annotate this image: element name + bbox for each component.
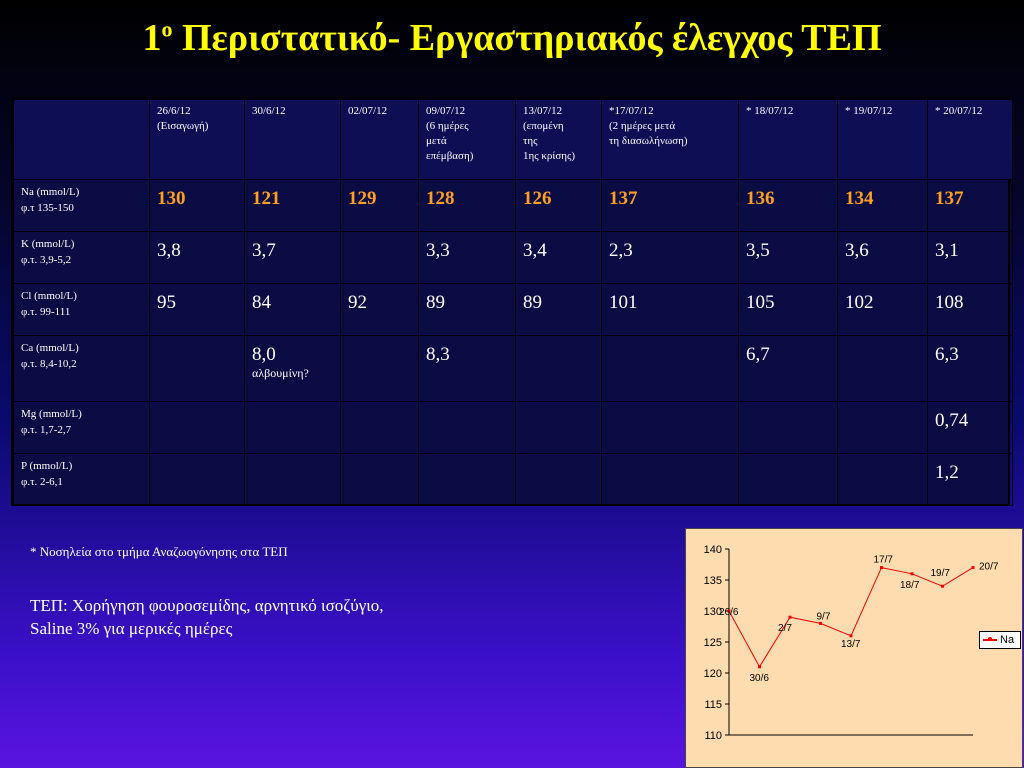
header-text: (επομένη	[523, 120, 564, 132]
value-text: 3,3	[426, 240, 450, 261]
data-point	[789, 616, 792, 619]
value-cell	[245, 454, 341, 506]
value-cell	[602, 454, 739, 506]
legend-label: Na	[1000, 634, 1015, 646]
row-label-text: Cl (mmol/L)	[21, 290, 77, 302]
na-line-chart	[685, 528, 1023, 768]
value-cell	[245, 180, 341, 232]
value-cell	[245, 336, 341, 402]
slide-title	[0, 16, 1024, 60]
row-label-text: φ.τ. 8,4-10,2	[21, 358, 77, 370]
header-text: 09/07/12	[426, 105, 466, 117]
value-cell	[739, 180, 838, 232]
y-tick-label: 140	[703, 544, 722, 556]
treatment-note	[30, 594, 384, 640]
value-cell	[341, 402, 419, 454]
value-text: 2,3	[609, 240, 633, 261]
point-label: 19/7	[930, 568, 950, 580]
value-cell	[516, 232, 602, 284]
value-cell	[516, 284, 602, 336]
series-line-na	[729, 568, 973, 667]
value-text: 121	[252, 188, 281, 209]
header-text: *17/07/12	[609, 105, 654, 117]
point-label: 30/6	[749, 672, 769, 684]
point-label: 18/7	[900, 579, 920, 591]
data-point	[758, 665, 761, 668]
value-text: 136	[746, 188, 775, 209]
value-cell	[419, 402, 516, 454]
table-header-cell	[838, 100, 928, 180]
value-cell	[419, 336, 516, 402]
row-label-text: K (mmol/L)	[21, 238, 75, 250]
value-text: 8,0	[252, 344, 276, 365]
value-text: 129	[348, 188, 377, 209]
header-text: * 18/07/12	[746, 105, 794, 117]
value-cell	[150, 232, 245, 284]
header-text: 13/07/12	[523, 105, 563, 117]
value-cell	[838, 454, 928, 506]
value-text: 84	[252, 292, 271, 313]
table-header-cell	[150, 100, 245, 180]
table-row	[14, 336, 1013, 402]
row-label-cell	[14, 232, 150, 284]
data-point	[941, 585, 944, 588]
header-text: (6 ημέρες	[426, 120, 469, 132]
value-cell	[419, 454, 516, 506]
table-header-cell	[739, 100, 838, 180]
value-cell	[928, 454, 1013, 506]
footnote: * Νοσηλεία στο τμήμα Αναζωογόνησης στα ΤΕΠ	[30, 544, 288, 559]
value-text: 3,4	[523, 240, 547, 261]
value-cell	[341, 232, 419, 284]
header-text: 02/07/12	[348, 105, 388, 117]
point-label: 20/7	[979, 561, 999, 573]
header-text: 1ης κρίσης)	[523, 150, 576, 162]
value-cell	[602, 180, 739, 232]
data-point	[972, 566, 975, 569]
header-text: (2 ημέρες μετά	[609, 120, 676, 132]
point-label: 26/6	[719, 607, 739, 618]
value-cell	[516, 402, 602, 454]
table-header-cell	[516, 100, 602, 180]
value-text: 89	[523, 292, 542, 313]
value-cell	[419, 180, 516, 232]
value-text: 89	[426, 292, 445, 313]
row-label-text: Mg (mmol/L)	[21, 408, 82, 420]
value-cell	[341, 336, 419, 402]
row-label-text: φ.τ. 3,9-5,2	[21, 254, 72, 266]
value-text: 3,7	[252, 240, 276, 261]
value-cell	[419, 284, 516, 336]
value-text: 0,74	[935, 410, 969, 431]
value-cell	[838, 232, 928, 284]
y-tick-label: 125	[703, 637, 722, 649]
table-row	[14, 232, 1013, 284]
value-cell	[245, 284, 341, 336]
table-header-row	[14, 100, 1013, 180]
value-cell	[516, 454, 602, 506]
header-text: 30/6/12	[252, 105, 286, 117]
value-text: 137	[609, 188, 638, 209]
y-tick-label: 120	[703, 668, 722, 680]
value-text: 3,6	[845, 240, 869, 261]
value-cell	[150, 336, 245, 402]
value-cell	[516, 336, 602, 402]
legend-swatch	[983, 639, 997, 641]
table-row	[14, 284, 1013, 336]
row-label-text: Na (mmol/L)	[21, 186, 80, 198]
table-row	[14, 402, 1013, 454]
value-cell	[739, 454, 838, 506]
table-header-cell	[341, 100, 419, 180]
value-cell	[928, 336, 1013, 402]
row-label-cell	[14, 454, 150, 506]
header-text: της	[523, 135, 538, 147]
point-label: 9/7	[816, 611, 831, 623]
point-label: 17/7	[873, 554, 893, 566]
table-row	[14, 454, 1013, 506]
value-text: 6,7	[746, 344, 770, 365]
value-text: 108	[935, 292, 964, 313]
title-number: 1	[142, 17, 162, 59]
header-text: * 20/07/12	[935, 105, 983, 117]
header-text: μετά	[426, 135, 447, 147]
value-cell	[602, 284, 739, 336]
y-tick-label: 115	[704, 699, 722, 711]
value-cell	[150, 402, 245, 454]
value-cell	[602, 402, 739, 454]
value-cell	[928, 402, 1013, 454]
y-tick-label: 130	[703, 606, 722, 618]
header-text: επέμβαση)	[426, 150, 474, 162]
row-label-cell	[14, 402, 150, 454]
value-cell	[150, 284, 245, 336]
value-cell	[150, 454, 245, 506]
header-text: τη διασωλήνωση)	[609, 135, 688, 147]
value-cell	[739, 336, 838, 402]
value-cell	[341, 454, 419, 506]
row-label-text: φ.τ. 99-111	[21, 306, 71, 318]
table-row	[14, 180, 1013, 232]
value-cell	[341, 180, 419, 232]
row-label-text: Ca (mmol/L)	[21, 342, 79, 354]
table-header-cell	[602, 100, 739, 180]
lab-results-table	[11, 97, 1010, 506]
value-text: 92	[348, 292, 367, 313]
data-point	[850, 634, 853, 637]
row-label-text: φ.τ. 2-6,1	[21, 476, 63, 488]
value-cell	[928, 232, 1013, 284]
chart-legend	[979, 631, 1021, 649]
value-cell	[341, 284, 419, 336]
value-text: 102	[845, 292, 874, 313]
value-cell	[838, 180, 928, 232]
row-label-cell	[14, 284, 150, 336]
row-label-text: P (mmol/L)	[21, 460, 73, 472]
header-text: (Εισαγωγή)	[157, 120, 209, 132]
header-text: * 19/07/12	[845, 105, 893, 117]
table-header-cell	[928, 100, 1013, 180]
value-cell	[739, 402, 838, 454]
value-text: 134	[845, 188, 874, 209]
value-cell	[150, 180, 245, 232]
treatment-line-2: Saline 3% για μερικές ημέρες	[30, 619, 233, 638]
value-cell	[838, 336, 928, 402]
value-cell	[928, 180, 1013, 232]
value-text: 1,2	[935, 462, 959, 483]
value-text: 105	[746, 292, 775, 313]
value-text: 3,5	[746, 240, 770, 261]
y-tick-label: 110	[704, 730, 722, 742]
value-cell	[245, 402, 341, 454]
value-cell	[928, 284, 1013, 336]
chart-plot	[686, 529, 1024, 768]
header-text: 26/6/12	[157, 105, 191, 117]
title-text: Περιστατικό- Εργαστηριακός έλεγχος ΤΕΠ	[172, 17, 882, 59]
value-cell	[602, 336, 739, 402]
value-text: 95	[157, 292, 176, 313]
y-tick-label: 135	[703, 575, 722, 587]
data-point	[880, 566, 883, 569]
row-label-text: φ.τ. 1,7-2,7	[21, 424, 72, 436]
value-text: 3,8	[157, 240, 181, 261]
treatment-line-1: ΤΕΠ: Χορήγηση φουροσεμίδης, αρνητικό ισοζύγιο,	[30, 596, 384, 615]
value-cell	[739, 232, 838, 284]
table-header-cell	[14, 100, 150, 180]
point-label: 13/7	[841, 638, 861, 650]
row-label-cell	[14, 180, 150, 232]
value-cell	[516, 180, 602, 232]
value-text: 6,3	[935, 344, 959, 365]
row-label-text: φ.τ 135-150	[21, 202, 74, 214]
value-cell	[838, 402, 928, 454]
value-text: 3,1	[935, 240, 959, 261]
value-note: αλβουμίνη?	[252, 366, 309, 380]
value-cell	[419, 232, 516, 284]
value-text: 8,3	[426, 344, 450, 365]
table-header-cell	[419, 100, 516, 180]
value-text: 101	[609, 292, 638, 313]
title-ordinal: ο	[161, 16, 173, 42]
point-label: 2/7	[778, 623, 792, 635]
value-text: 126	[523, 188, 552, 209]
value-text: 137	[935, 188, 964, 209]
data-point	[911, 572, 914, 575]
value-text: 130	[157, 188, 186, 209]
value-cell	[602, 232, 739, 284]
value-cell	[739, 284, 838, 336]
value-cell	[245, 232, 341, 284]
value-text: 128	[426, 188, 455, 209]
table-header-cell	[245, 100, 341, 180]
row-label-cell	[14, 336, 150, 402]
value-cell	[838, 284, 928, 336]
